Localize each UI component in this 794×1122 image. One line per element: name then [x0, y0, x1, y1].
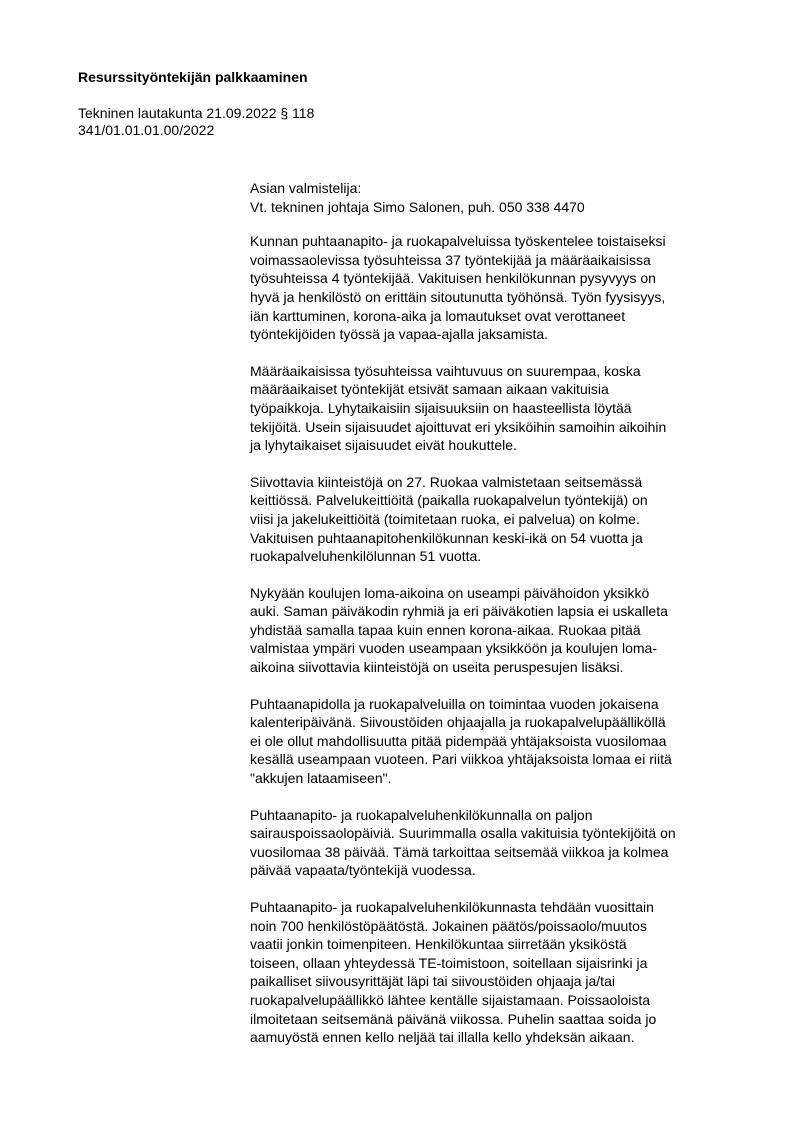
paragraph-line: ilmoitetaan seitsemänä päivänä viikossa. Puhelin saattaa soida jo	[250, 1010, 657, 1027]
paragraph-line: ruokapalvelupäällikkö lähtee kentälle sijaistamaan. Poissaoloista	[250, 991, 651, 1008]
paragraph-line: hyvä ja henkilöstö on erittäin sitoutunutta työhönsä. Työn fyysisyys,	[250, 288, 666, 305]
paragraph-line: Puhtaanapito- ja ruokapalveluhenkilökunnalla on paljon	[250, 806, 593, 823]
case-number: 341/01.01.01.00/2022	[78, 122, 215, 138]
paragraph-line: kalenteripäivänä. Siivoustöiden ohjaajalla ja ruokapalvelupäälliköllä	[250, 714, 666, 731]
paragraph-line: toiseen, ollaan yhteydessä TE-toimistoon, soitellaan sijaisrinki ja	[250, 954, 648, 971]
paragraph-line: työsuhteissa 4 työntekijää. Vakituisen henkilökunnan pysyvyys on	[250, 270, 656, 287]
paragraph-line: aikoina siivottavia kiinteistöjä on useita peruspesujen lisäksi.	[250, 659, 624, 676]
paragraph-line: iän karttuminen, korona-aika ja lomautukset ovat verottaneet	[250, 307, 626, 324]
paragraph	[250, 232, 750, 344]
paragraph-line: vuosilomaa 38 päivää. Tämä tarkoittaa seitsemää viikkoa ja kolmea	[250, 843, 669, 860]
paragraph-line: vaatii jonkin toimenpiteen. Henkilökuntaa siirretään yksiköstä	[250, 936, 627, 953]
paragraph-line: sairauspoissaolopäiviä. Suurimmalla osalla vakituisia työntekijöitä on	[250, 825, 676, 842]
meeting-reference: Tekninen lautakunta 21.09.2022 § 118	[78, 105, 315, 121]
paragraph-line: valmistaa ympäri vuoden useampaan yksikköön ja koulujen loma-	[250, 640, 657, 657]
paragraph-line: "akkujen lataamiseen".	[250, 770, 392, 787]
paragraph-line: yhdistää samalla tapaa kuin ennen korona-aikaa. Ruokaa pitää	[250, 621, 641, 638]
paragraph-line: päivää vapaata/työntekijä vuodessa.	[250, 862, 476, 879]
document-meta	[78, 105, 314, 139]
paragraph-line: kesällä useampaan vuoteen. Pari viikkoa yhtäjaksoista lomaa ei riitä	[250, 751, 672, 768]
paragraph	[250, 898, 750, 1047]
paragraph-line: Nykyään koulujen loma-aikoina on useampi päivähoidon yksikkö	[250, 584, 650, 601]
paragraph-line: auki. Saman päiväkodin ryhmiä ja eri päiväkotien lapsia ei uskalleta	[250, 603, 668, 620]
paragraph-line: keittiössä. Palvelukeittiöitä (paikalla ruokapalvelun työntekijä) on	[250, 492, 648, 509]
document-title: Resurssityöntekijän palkkaaminen	[78, 69, 308, 85]
paragraph-line: Puhtaanapidolla ja ruokapalveluilla on toimintaa vuoden jokaisena	[250, 695, 659, 712]
paragraph	[250, 473, 750, 566]
document-body	[250, 179, 750, 1065]
paragraph-line: noin 700 henkilöstöpäätöstä. Jokainen päätös/poissaolo/muutos	[250, 917, 647, 934]
paragraph	[250, 362, 750, 455]
paragraph	[250, 584, 750, 677]
paragraph-line: aamuyöstä ennen kello neljää tai illalla kello yhdeksän aikaan.	[250, 1029, 635, 1046]
paragraph-line: työntekijöiden työssä ja vapaa-ajalla jaksamista.	[250, 326, 549, 343]
paragraph-line: ei ole ollut mahdollisuutta pitää pidempää yhtäjaksoista vuosilomaa	[250, 732, 667, 749]
paragraph-line: viisi ja jakelukeittiöitä (toimitetaan ruoka, ei palvelua) on kolme.	[250, 510, 640, 527]
paragraph-line: Puhtaanapito- ja ruokapalveluhenkilökunnasta tehdään vuosittain	[250, 899, 654, 915]
paragraph-line: ja lyhytaikaiset sijaisuudet eivät houkuttele.	[250, 437, 517, 454]
paragraph-line: tekijöitä. Usein sijaisuudet ajoittuvat eri yksiköihin samoihin aikoihin	[250, 418, 667, 435]
paragraph-line: Vakituisen puhtaanapitohenkilökunnan keski-ikä on 54 vuotta ja	[250, 529, 643, 546]
paragraph-line: Määräaikaisissa työsuhteissa vaihtuvuus on suurempaa, koska	[250, 362, 641, 379]
paragraph-line: paikalliset siivousyrittäjät läpi tai siivoustöiden ohjaaja ja/tai	[250, 973, 615, 990]
paragraph-line: voimassaolevissa työsuhteissa 37 työntekijää ja määräaikaisissa	[250, 251, 651, 268]
paragraph-line: työpaikkoja. Lyhytaikaisiin sijaisuuksiin on haasteellista löytää	[250, 399, 632, 416]
paragraph	[250, 806, 750, 880]
preparer-block	[250, 179, 750, 216]
paragraph	[250, 695, 750, 788]
preparer-name: Vt. tekninen johtaja Simo Salonen, puh. 050 338 4470	[250, 198, 585, 215]
paragraph-line: Siivottavia kiinteistöjä on 27. Ruokaa valmistetaan seitsemässä	[250, 473, 643, 490]
paragraph-line: ruokapalveluhenkilölunnan 51 vuotta.	[250, 548, 482, 565]
paragraph-line: määräaikaiset työntekijät etsivät samaan aikaan vakituisia	[250, 381, 609, 398]
paragraph-line: Kunnan puhtaanapito- ja ruokapalveluissa työskentelee toistaiseksi	[250, 233, 666, 250]
preparer-label: Asian valmistelija:	[250, 180, 362, 196]
paragraphs	[250, 232, 750, 1047]
